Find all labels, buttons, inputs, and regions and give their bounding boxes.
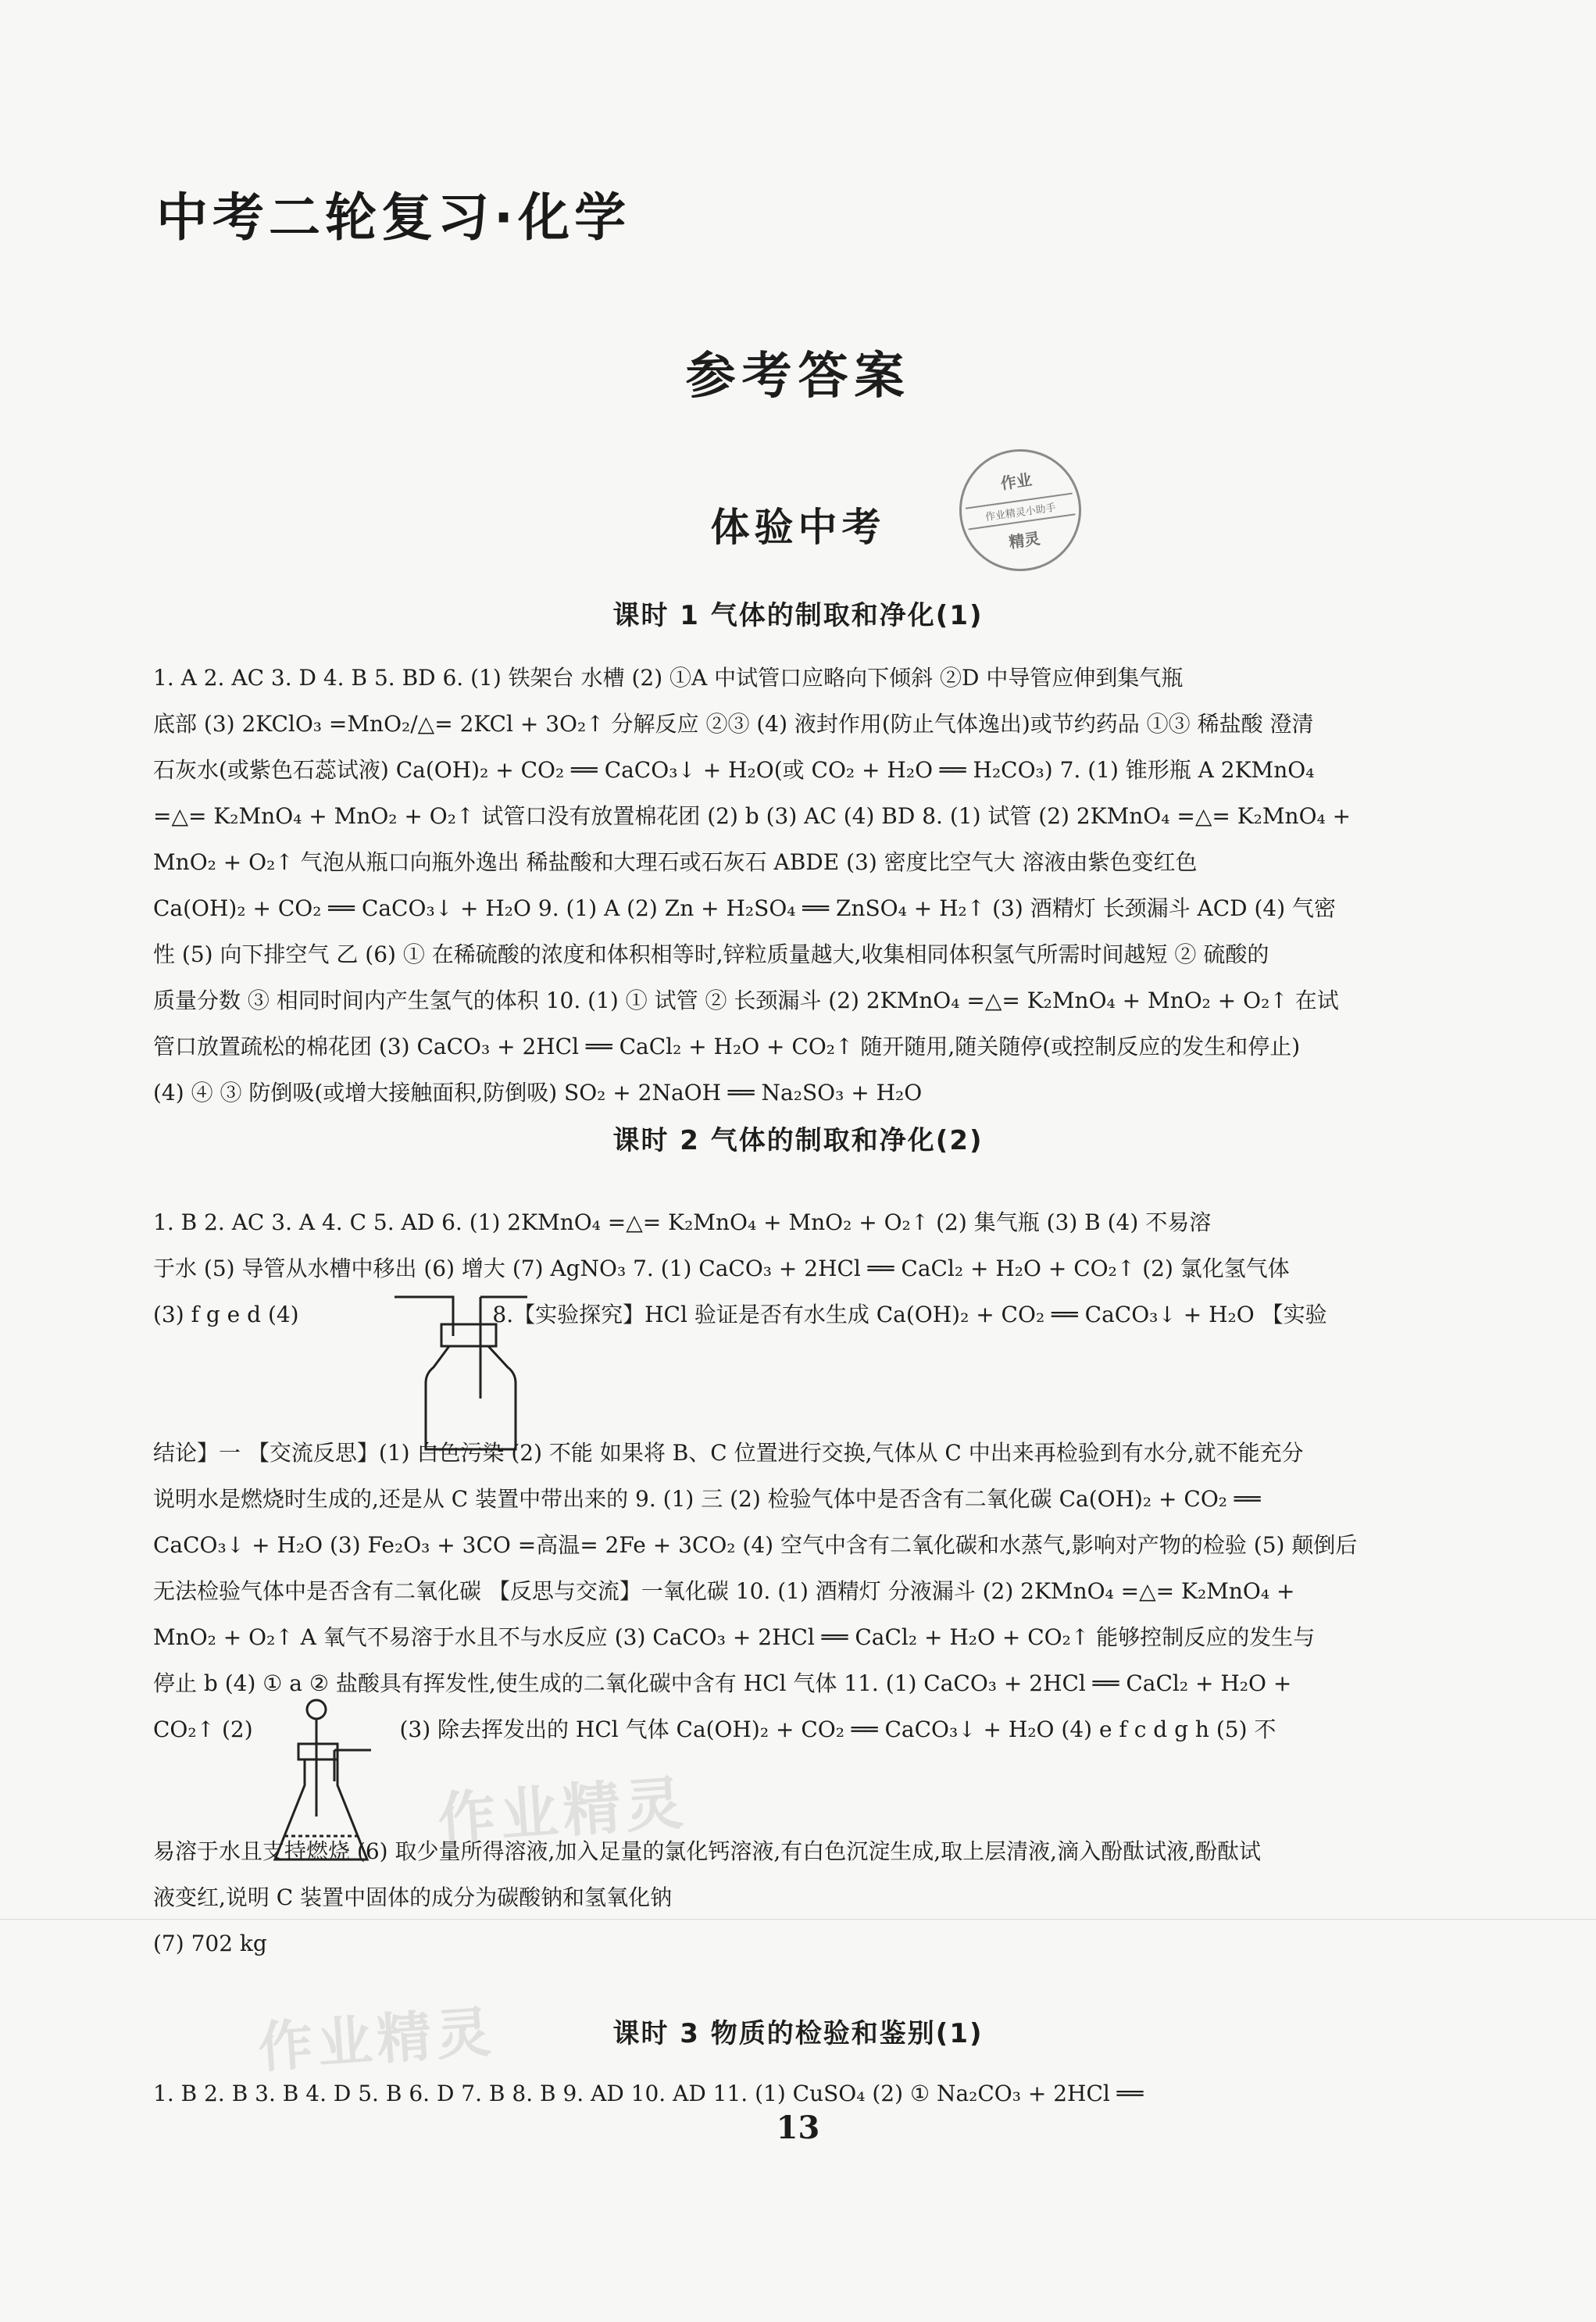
answer-line: 无法检验气体中是否含有二氧化碳 【反思与交流】一氧化碳 10. (1) 酒精灯 分液漏斗 (2) 2KMnO₄ =△= K₂MnO₄ + (153, 1578, 1295, 1604)
answer-line: (4) ④ ③ 防倒吸(或增大接触面积,防倒吸) SO₂ + 2NaOH ══ Na₂SO₃ + H₂O (153, 1080, 923, 1106)
answer-line: MnO₂ + O₂↑ 气泡从瓶口向瓶外逸出 稀盐酸和大理石或石灰石 ABDE (3) 密度比空气大 溶液由紫色变红色 (153, 849, 1198, 875)
answer-line: 液变红,说明 C 装置中固体的成分为碳酸钠和氢氧化钠 (153, 1884, 673, 1910)
lesson-3-title: 课时 3 物质的检验和鉴别(1) (612, 2018, 984, 2049)
stamp-logo (952, 441, 1089, 579)
answer-line: 说明水是燃烧时生成的,还是从 C 装置中带出来的 9. (1) 三 (2) 检验气体中是否含有二氧化碳 Ca(OH)₂ + CO₂ ══ (153, 1486, 1261, 1512)
stamp-top-text: 作业 (999, 470, 1034, 494)
answer-line: 1. B 2. AC 3. A 4. C 5. AD 6. (1) 2KMnO₄ =△= K₂MnO₄ + MnO₂ + O₂↑ (2) 集气瓶 (3) B (4) 不易溶 (153, 1209, 1212, 1235)
answer-line: 底部 (3) 2KClO₃ =MnO₂/△= 2KCl + 3O₂↑ 分解反应 ②③ (4) 液封作用(防止气体逸出)或节约药品 ①③ 稀盐酸 澄清 (153, 711, 1314, 737)
answer-line: 停止 b (4) ① a ② 盐酸具有挥发性,使生成的二氧化碳中含有 HCl 气体 11. (1) CaCO₃ + 2HCl ══ CaCl₂ + H₂O + (153, 1670, 1292, 1696)
stamp-middle-text: 作业精灵小助手 (966, 493, 1076, 530)
answer-line: =△= K₂MnO₄ + MnO₂ + O₂↑ 试管口没有放置棉花团 (2) b (3) AC (4) BD 8. (1) 试管 (2) 2KMnO₄ =△= K₂MnO₄ + (153, 803, 1351, 829)
stamp-bottom-text: 精灵 (1007, 528, 1041, 552)
answer-line: 结论】一 【交流反思】(1) 白色污染 (2) 不能 如果将 B、C 位置进行交换,气体从 C 中出来再检验到有水分,就不能充分 (153, 1440, 1304, 1466)
answer-line (153, 1291, 1451, 1338)
lesson-2-answers-c (153, 1828, 1451, 1967)
answer-line-part: 8.【实验探究】HCl 验证是否有水生成 Ca(OH)₂ + CO₂ ══ CaCO₃↓ + H₂O 【实验 (492, 1302, 1327, 1327)
answer-line: 1. B 2. B 3. B 4. D 5. B 6. D 7. B 8. B 9. AD 10. AD 11. (1) CuSO₄ (2) ① Na₂CO₃ + 2HCl ══ (153, 2081, 1144, 2106)
answer-line: 管口放置疏松的棉花团 (3) CaCO₃ + 2HCl ══ CaCl₂ + H₂O + CO₂↑ 随开随用,随关随停(或控制反应的发生和停止) (153, 1034, 1301, 1059)
answer-line-part: CO₂↑ (2) (153, 1716, 253, 1742)
answer-line-part: (3) f g e d (4) (153, 1302, 299, 1327)
lesson-1-answers (153, 655, 1451, 1116)
answer-line: 石灰水(或紫色石蕊试液) Ca(OH)₂ + CO₂ ══ CaCO₃↓ + H₂O(或 CO₂ + H₂O ══ H₂CO₃) 7. (1) 锥形瓶 A 2KMnO₄ (153, 757, 1315, 783)
answer-line: Ca(OH)₂ + CO₂ ══ CaCO₃↓ + H₂O 9. (1) A (2) Zn + H₂SO₄ ══ ZnSO₄ + H₂↑ (3) 酒精灯 长颈漏斗 ACD (4) 气密 (153, 895, 1337, 921)
watermark: 作业精灵 (255, 1999, 498, 2081)
gas-washing-bottle-figure (379, 1281, 543, 1453)
lesson-2-answers-a (153, 1199, 1451, 1338)
answer-line: 性 (5) 向下排空气 乙 (6) ① 在稀硫酸的浓度和体积相等时,锌粒质量越大,收集相同体积氢气所需时间越短 ② 硫酸的 (153, 941, 1269, 967)
answer-line: (7) 702 kg (153, 1931, 267, 1956)
answer-line: 质量分数 ③ 相同时间内产生氢气的体积 10. (1) ① 试管 ② 长颈漏斗 (2) 2KMnO₄ =△= K₂MnO₄ + MnO₂ + O₂↑ 在试 (153, 988, 1339, 1013)
answer-line: MnO₂ + O₂↑ A 氧气不易溶于水且不与水反应 (3) CaCO₃ + 2HCl ══ CaCl₂ + H₂O + CO₂↑ 能够控制反应的发生与 (153, 1624, 1316, 1650)
page-number: 13 (776, 2109, 820, 2146)
section-title: 体验中考 (710, 505, 886, 550)
answer-line: 于水 (5) 导管从水槽中移出 (6) 增大 (7) AgNO₃ 7. (1) CaCO₃ + 2HCl ══ CaCl₂ + H₂O + CO₂↑ (2) 氯化氢气体 (153, 1256, 1290, 1281)
book-title: 中考二轮复习·化学 (156, 188, 631, 248)
answer-line: 易溶于水且支持燃烧 (6) 取少量所得溶液,加入足量的氯化钙溶液,有白色沉淀生成,取上层清液,滴入酚酞试液,酚酞试 (153, 1838, 1261, 1864)
faint-divider (0, 1919, 1596, 1920)
answer-line: 1. A 2. AC 3. D 4. B 5. BD 6. (1) 铁架台 水槽 (2) ①A 中试管口应略向下倾斜 ②D 中导管应伸到集气瓶 (153, 665, 1184, 691)
answer-line-part: (3) 除去挥发出的 HCl 气体 Ca(OH)₂ + CO₂ ══ CaCO₃↓ + H₂O (4) e f c d g h (5) 不 (399, 1716, 1276, 1742)
main-title: 参考答案 (685, 348, 911, 405)
answer-line: CaCO₃↓ + H₂O (3) Fe₂O₃ + 3CO =高温= 2Fe + 3CO₂ (4) 空气中含有二氧化碳和水蒸气,影响对产物的检验 (5) 颠倒后 (153, 1532, 1358, 1558)
lesson-1-title: 课时 1 气体的制取和净化(1) (612, 600, 984, 631)
lesson-2-title: 课时 2 气体的制取和净化(2) (612, 1125, 984, 1156)
watermark: 作业精灵 (435, 1769, 691, 1855)
